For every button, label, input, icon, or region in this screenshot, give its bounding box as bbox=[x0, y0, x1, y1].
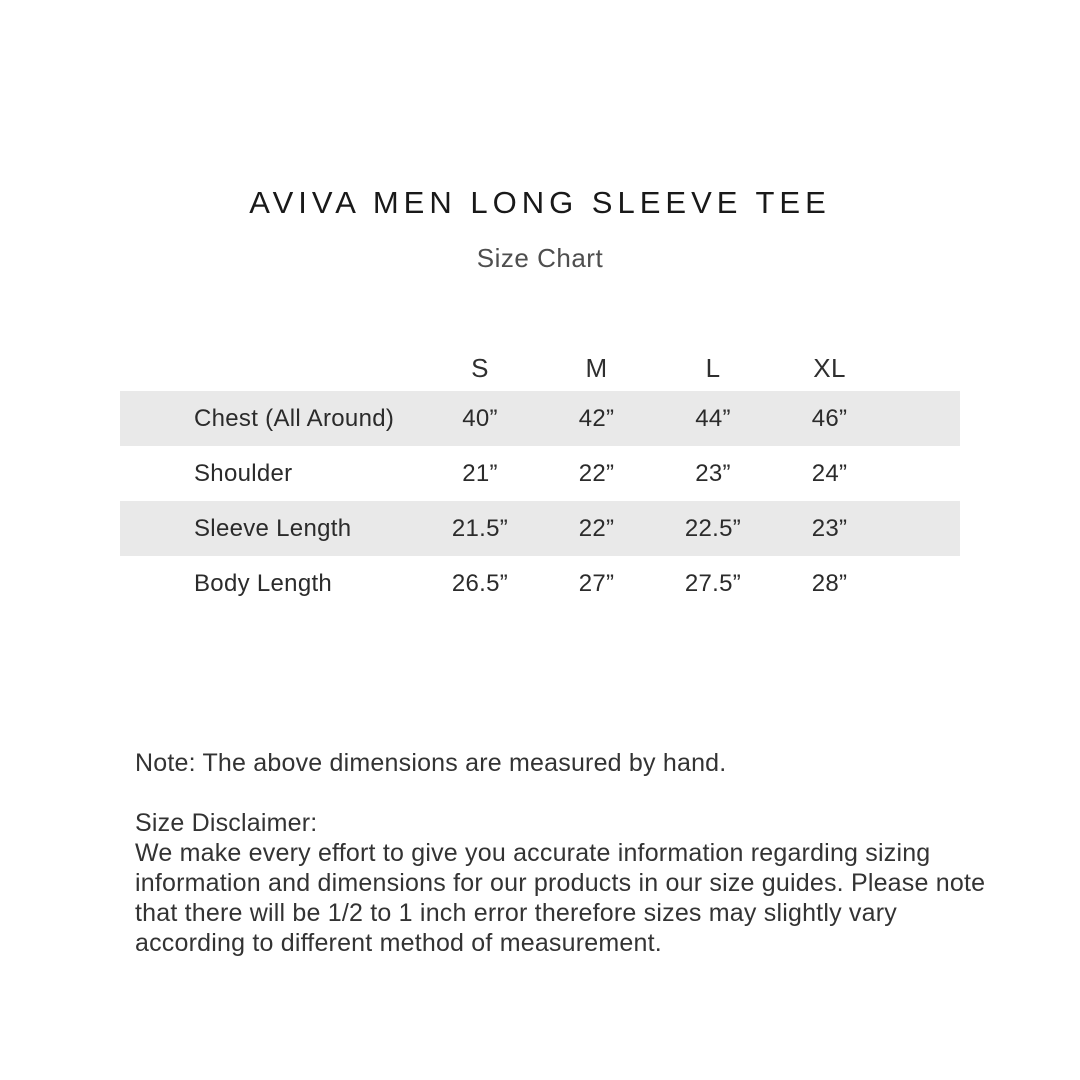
row-label: Shoulder bbox=[194, 459, 293, 487]
cell-value: 23” bbox=[695, 459, 731, 487]
disclaimer-line: We make every effort to give you accurate information regarding sizing bbox=[135, 839, 931, 867]
row-label: Sleeve Length bbox=[194, 514, 352, 542]
cell-value: 22” bbox=[578, 514, 615, 542]
cell-value: 21.5” bbox=[451, 514, 509, 542]
cell-value: 42” bbox=[578, 404, 615, 432]
cell-value: 27” bbox=[578, 569, 615, 597]
table-row-chest bbox=[120, 391, 960, 446]
cell-value: 44” bbox=[695, 404, 731, 432]
disclaimer-line: according to different method of measurement. bbox=[135, 929, 662, 957]
column-header-s: S bbox=[471, 352, 489, 383]
disclaimer-title: Size Disclaimer: bbox=[135, 809, 318, 837]
disclaimer-body bbox=[135, 838, 985, 958]
cell-value: 27.5” bbox=[684, 569, 742, 597]
cell-value: 26.5” bbox=[451, 569, 509, 597]
row-label: Body Length bbox=[194, 569, 333, 597]
cell-value: 40” bbox=[462, 404, 498, 432]
size-table-header-row bbox=[120, 345, 960, 391]
cell-value: 21” bbox=[462, 459, 498, 487]
measurement-note: Note: The above dimensions are measured by hand. bbox=[135, 749, 727, 777]
size-table bbox=[120, 345, 960, 611]
row-label: Chest (All Around) bbox=[194, 404, 395, 432]
cell-value: 23” bbox=[811, 514, 848, 542]
cell-value: 46” bbox=[811, 404, 848, 432]
column-header-l: L bbox=[705, 352, 721, 383]
cell-value: 22.5” bbox=[684, 514, 742, 542]
table-row-sleeve-length bbox=[120, 501, 960, 556]
cell-value: 28” bbox=[811, 569, 848, 597]
column-header-m: M bbox=[585, 352, 608, 383]
column-header-xl: XL bbox=[813, 352, 846, 383]
disclaimer-line: information and dimensions for our products in our size guides. Please note bbox=[135, 869, 986, 897]
disclaimer-line: that there will be 1/2 to 1 inch error therefore sizes may slightly vary bbox=[135, 899, 897, 927]
cell-value: 22” bbox=[578, 459, 615, 487]
table-row-body-length bbox=[120, 556, 960, 611]
product-title: AVIVA MEN LONG SLEEVE TEE bbox=[249, 185, 831, 220]
chart-subtitle: Size Chart bbox=[476, 243, 604, 273]
table-row-shoulder bbox=[120, 446, 960, 501]
cell-value: 24” bbox=[811, 459, 848, 487]
